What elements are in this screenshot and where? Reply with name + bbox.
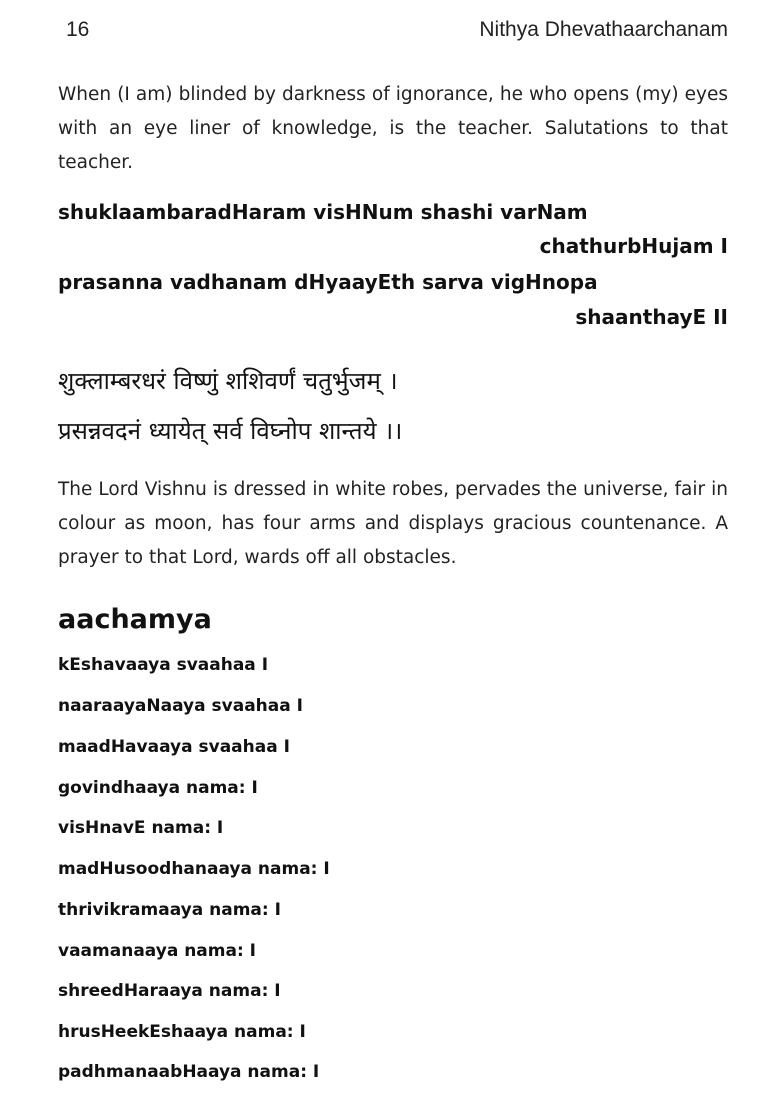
mantra-item: maadHavaaya svaahaa I	[58, 737, 290, 757]
mantra-item: thrivikramaaya nama: I	[58, 900, 281, 920]
verse-line-1-cont: chathurbHujam I	[539, 234, 728, 258]
verse-line-2-cont: shaanthayE II	[575, 305, 728, 329]
mantra-item: visHnavE nama: I	[58, 818, 224, 838]
mantra-item: govindhaaya nama: I	[58, 778, 258, 798]
translation-paragraph-2: The Lord Vishnu is dressed in white robes, pervades the universe, fair in colour as moon, has four arms and displays gracious countenance. A prayer to that Lord, wards off all obstacles.	[58, 479, 728, 568]
mantra-item: kEshavaaya svaahaa I	[58, 655, 269, 675]
section-heading: aachamya	[58, 604, 212, 635]
page-number: 16	[66, 18, 90, 41]
mantra-item: shreedHaraaya nama: I	[58, 981, 281, 1001]
mantra-item: naaraayaNaaya svaahaa I	[58, 696, 303, 716]
mantra-item: madHusoodhanaaya nama: I	[58, 859, 330, 879]
devanagari-line-2: प्रसन्नवदनं ध्यायेत् सर्व विघ्नोप शान्तये ।।	[58, 417, 403, 445]
translation-paragraph-1: When (I am) blinded by darkness of ignorance, he who opens (my) eyes with an eye liner of knowledge, is the teacher. Salutations to that teacher.	[58, 84, 728, 173]
mantra-item: padhmanaabHaaya nama: I	[58, 1062, 320, 1082]
mantra-item: hrusHeekEshaaya nama: I	[58, 1022, 306, 1042]
verse-line-1: shuklaambaradHaram visHNum shashi varNam	[58, 200, 588, 224]
devanagari-line-1: शुक्लाम्बरधरं विष्णुं शशिवर्णं चतुर्भुजम् ।	[58, 367, 398, 395]
verse-line-2: prasanna vadhanam dHyaayEth sarva vigHnopa	[58, 270, 598, 294]
mantra-item: vaamanaaya nama: I	[58, 941, 257, 961]
book-title: Nithya Dhevathaarchanam	[479, 18, 728, 41]
